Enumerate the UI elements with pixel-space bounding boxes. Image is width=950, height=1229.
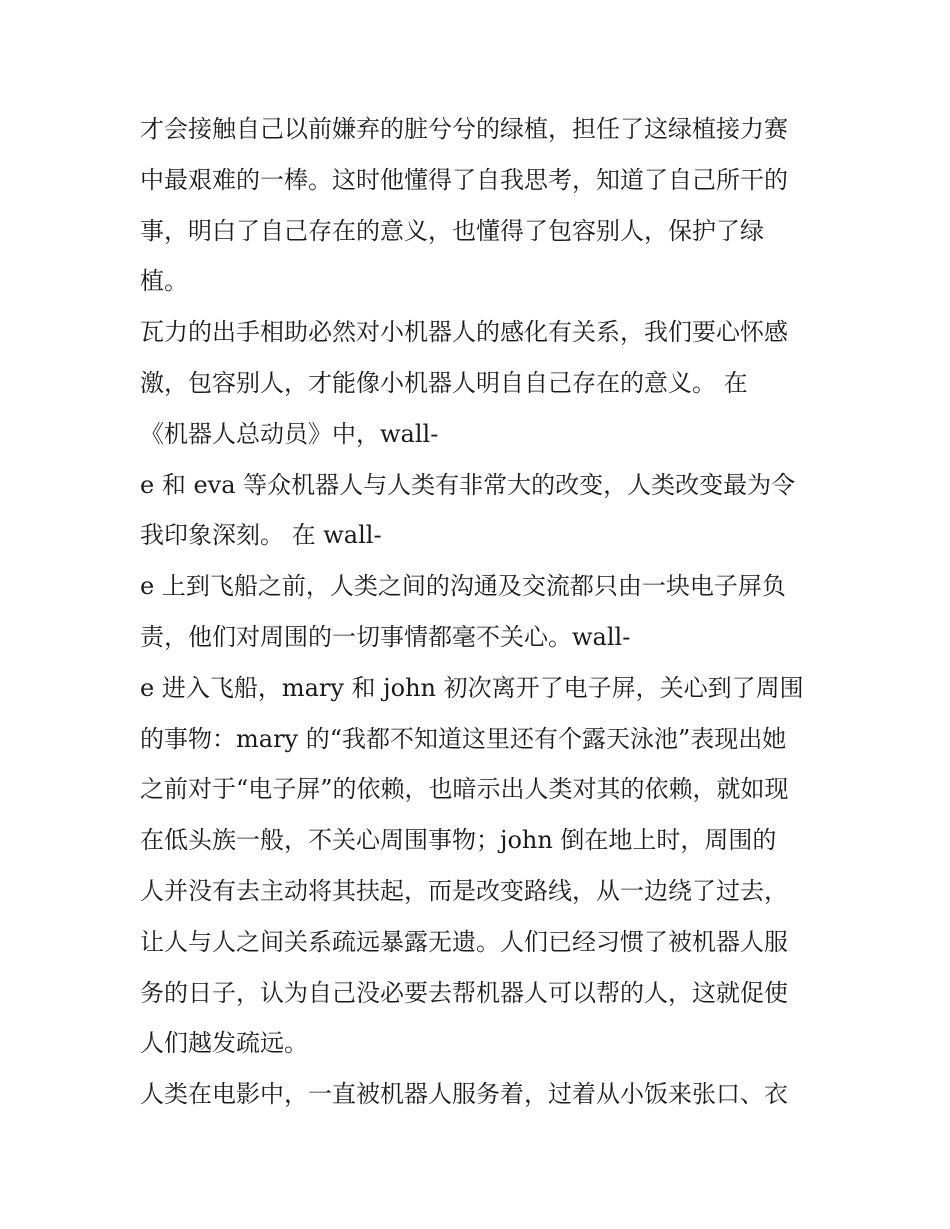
- text-line-15: 在低头族一般，不关心周围事物；john 倒在地上时，周围的: [140, 826, 777, 855]
- text-line-11: 责，他们对周围的一切事情都毫不关心。wall-: [140, 622, 631, 651]
- text-line-14: 之前对于“电子屏”的依赖，也暗示出人类对其的依赖，就如现: [140, 775, 789, 804]
- text-line-6: 激，包容别人，才能像小机器人明自自己存在的意义。 在: [140, 368, 748, 397]
- text-line-4: 植。: [140, 267, 188, 296]
- text-line-1: 才会接触自己以前嫌弃的脏兮兮的绿植，担任了这绿植接力赛: [140, 115, 788, 143]
- text-line-5: 瓦力的出手相助必然对小机器人的感化有关系，我们要心怀感: [140, 318, 788, 347]
- text-line-20: 人类在电影中，一直被机器人服务着，过着从小饭来张口、衣: [140, 1080, 788, 1109]
- text-line-8: e 和 eva 等众机器人与人类有非常大的改变，人类改变最为令: [140, 470, 796, 499]
- text-line-18: 务的日子，认为自己没必要去帮机器人可以帮的人，这就促使: [140, 978, 788, 1007]
- text-line-7: 《机器人总动员》中，wall-: [140, 419, 439, 448]
- text-line-13: 的事物：mary 的“我都不知道这里还有个露天泳池”表现出她: [140, 724, 787, 753]
- text-line-12: e 进入飞船，mary 和 john 初次离开了电子屏，关心到了周围: [140, 673, 804, 702]
- text-line-9: 我印象深刻。 在 wall-: [140, 521, 382, 550]
- text-line-3: 事，明白了自己存在的意义，也懂得了包容别人，保护了绿: [140, 216, 764, 245]
- text-line-2: 中最艰难的一棒。这时他懂得了自我思考，知道了自己所干的: [140, 165, 788, 194]
- document-body: [140, 108, 820, 1124]
- text-line-17: 让人与人之间关系疏远暴露无遗。人们已经习惯了被机器人服: [140, 927, 788, 956]
- text-line-19: 人们越发疏远。: [140, 1029, 308, 1058]
- text-line-10: e 上到飞船之前，人类之间的沟通及交流都只由一块电子屏负: [140, 572, 786, 601]
- text-line-16: 人并没有去主动将其扶起，而是改变路线，从一边绕了过去，: [140, 876, 788, 905]
